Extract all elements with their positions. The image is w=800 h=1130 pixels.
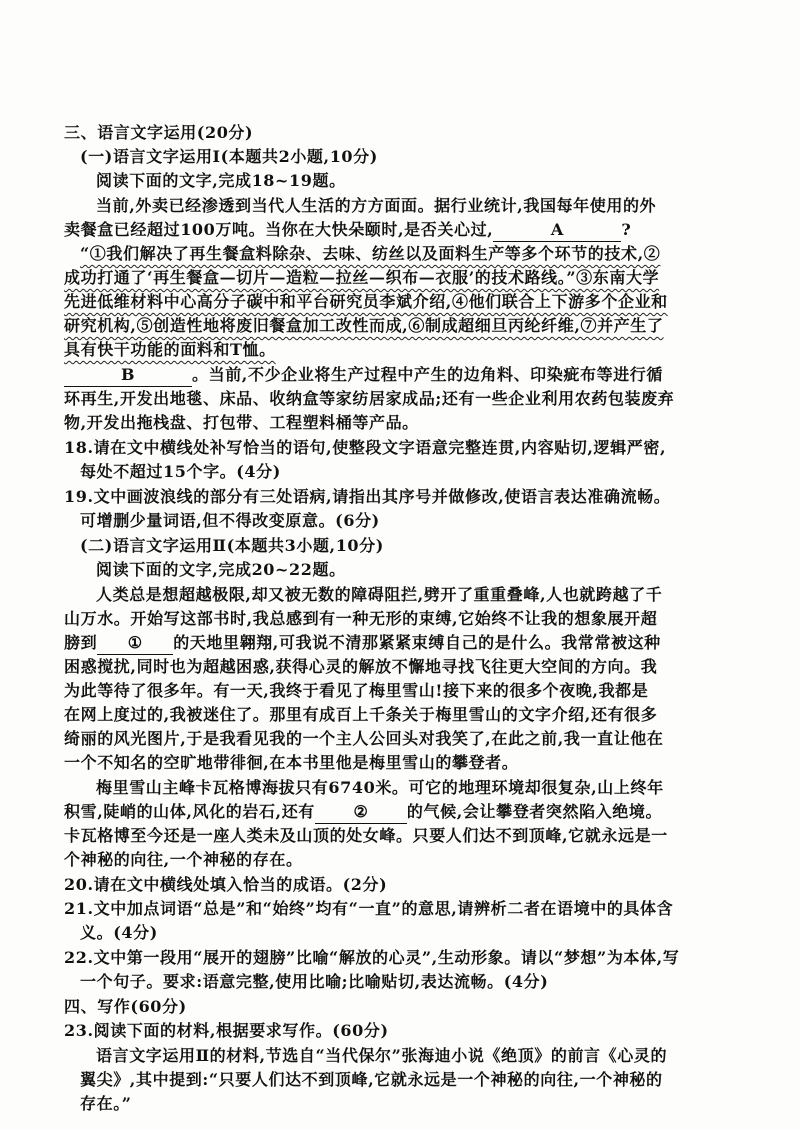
material-line: 翼尖》,其中提到:“只要人们达不到顶峰,它就永远是一个神秘的向往,一个神秘的 xyxy=(80,1070,663,1089)
section-3-1-intro: 阅读下面的文字,完成18~19题。 xyxy=(96,171,346,190)
passage2-line: 一个不知名的空旷地带徘徊,在本书里他是梅里雪山的攀登者。 xyxy=(64,753,519,772)
question-22: 22.文中第一段用“展开的翅膀”比喻“解放的心灵”,生动形象。请以“梦想”为本体,写 xyxy=(64,948,680,967)
passage2-line: 人类总是想超越极限,却又被无数的障碍阻拦,劈开了重重叠峰,人也就跨越了千 xyxy=(96,585,663,604)
wavy-line: 成功打通了‘再生餐盒—切片—造粒—拉丝—织布—衣服’的技术路线。”③东南大学 xyxy=(64,268,660,287)
passage2-line: 在网上度过的,我被迷住了。那里有成百上千条关于梅里雪山的文字介绍,还有很多 xyxy=(64,705,658,724)
passage2-line: 个神秘的向往,一个神秘的存在。 xyxy=(64,850,303,869)
question-19: 19.文中画波浪线的部分有三处语病,请指出其序号并做修改,使语言表达准确流畅。 xyxy=(64,487,671,506)
question-19: 可增删少量词语,但不得改变原意。(6分) xyxy=(80,511,380,530)
section-3-title: 三、语言文字运用(20分) xyxy=(64,123,254,142)
passage2-line: 绮丽的风光图片,于是我看见我的一个主人公回头对我笑了,在此之前,我一直让他在 xyxy=(64,729,664,748)
wavy-line: “①我们解决了再生餐盒料除杂、去味、纺丝以及面料生产等多个环节的技术,② xyxy=(80,244,661,263)
passage1-line xyxy=(64,219,631,242)
wavy-line: 具有快干功能的面料和T恤。 xyxy=(64,340,276,359)
passage2-line: 山万水。开始写这部书时,我总感到有一种无形的束缚,它始终不让我的想象展开超 xyxy=(64,609,658,628)
wavy-line: 先进低维材料中心高分子碳中和平台研究员李斌介绍,④他们联合上下游多个企业和 xyxy=(64,292,668,311)
passage1-line: 物,开发出拖栈盘、打包带、工程塑料桶等产品。 xyxy=(64,413,419,432)
blank-a: A xyxy=(493,219,621,242)
material-line: 存在。” xyxy=(80,1094,132,1113)
passage2-line: 为此等待了很多年。有一天,我终于看见了梅里雪山!接下来的很多个夜晚,我都是 xyxy=(64,681,649,700)
passage1-text: 。当前,不少企业将生产过程中产生的边角料、印染疵布等进行循 xyxy=(192,365,663,384)
passage1-line xyxy=(64,364,663,387)
passage2-line xyxy=(64,801,662,824)
question-21: 21.文中加点词语“总是”和“始终”均有“一直”的意思,请辨析二者在语境中的具体含 xyxy=(64,899,674,918)
passage1-text: ? xyxy=(621,220,632,239)
section-3-1-title: (一)语言文字运用Ⅰ(本题共2小题,10分) xyxy=(80,147,378,166)
section-3-2-intro: 阅读下面的文字,完成20~22题。 xyxy=(96,560,346,579)
passage1-line: 当前,外卖已经渗透到当代人生活的方方面面。据行业统计,我国每年使用的外 xyxy=(96,196,657,215)
question-18: 每处不超过15个字。(4分) xyxy=(80,462,281,481)
question-22: 一个句子。要求:语意完整,使用比喻;比喻贴切,表达流畅。(4分) xyxy=(80,972,549,991)
section-4-title: 四、写作(60分) xyxy=(64,997,187,1016)
material-line: 语言文字运用Ⅱ的材料,节选自“当代保尔”张海迪小说《绝顶》的前言《心灵的 xyxy=(96,1046,668,1065)
blank-1: ① xyxy=(97,632,173,655)
passage2-text: 膀到 xyxy=(64,633,98,652)
passage1-text: 卖餐盒已经超过100万吨。当你在大快朵颐时,是否关心过, xyxy=(64,220,494,239)
section-3-2-title: (二)语言文字运用Ⅱ(本题共3小题,10分) xyxy=(80,536,384,555)
passage2-line: 梅里雪山主峰卡瓦格博海拔只有6740米。可它的地理环境却很复杂,山上终年 xyxy=(96,778,664,797)
question-23: 23.阅读下面的材料,根据要求写作。(60分) xyxy=(64,1021,389,1040)
passage2-line: 卡瓦格博至今还是一座人类未及山顶的处女峰。只要人们达不到顶峰,它就永远是一 xyxy=(64,826,668,845)
passage1-line: 环再生,开发出地毯、床品、收纳盒等家纺居家成品;还有一些企业利用农药包装废弃 xyxy=(64,389,675,408)
wavy-line: 研究机构,⑤创造性地将废旧餐盒加工改性而成,⑥制成超细旦丙纶纤维,⑦并产生了 xyxy=(64,316,664,335)
blank-2: ② xyxy=(315,801,407,824)
passage2-line xyxy=(64,632,661,655)
passage2-line: 困惑搅扰,同时也为超越困惑,获得心灵的解放不懈地寻找飞往更大空间的方向。我 xyxy=(64,657,658,676)
passage2-text: 积雪,陡峭的山体,风化的岩石,还有 xyxy=(64,802,315,821)
blank-b: B xyxy=(64,364,192,387)
question-20: 20.请在文中横线处填入恰当的成语。(2分) xyxy=(64,875,388,894)
question-21: 义。(4分) xyxy=(80,923,158,942)
question-18: 18.请在文中横线处补写恰当的语句,使整段文字语意完整连贯,内容贴切,逻辑严密, xyxy=(64,438,667,457)
passage2-text: 的天地里翱翔,可我说不清那紧紧束缚自己的是什么。我常常被这种 xyxy=(173,633,661,652)
passage2-text: 的气候,会让攀登者突然陷入绝境。 xyxy=(406,802,663,821)
